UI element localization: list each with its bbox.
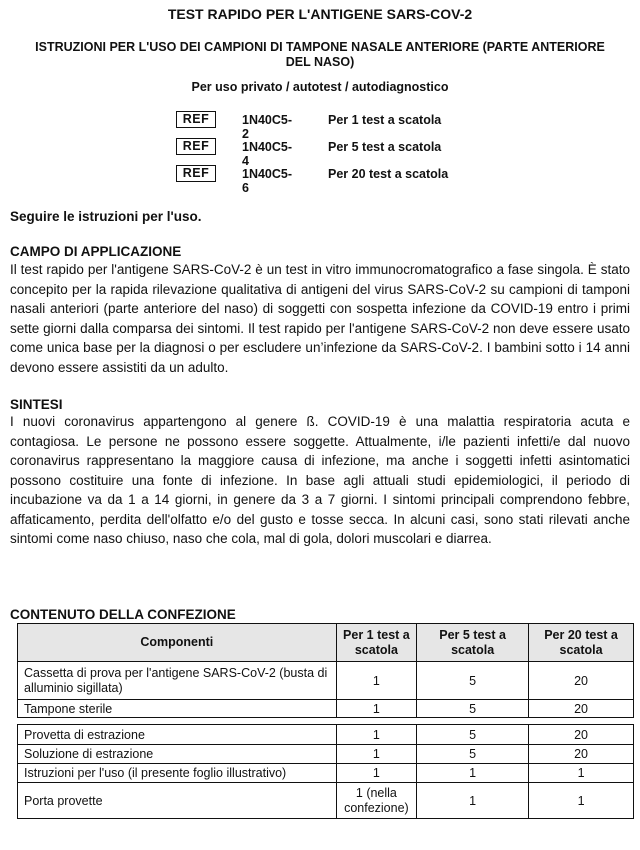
column-header: Per 5 test a scatola (417, 624, 529, 662)
scope-paragraph: Il test rapido per l'antigene SARS-CoV-2 è un test in vitro immunocromatografico a fase singola. È stato concepito per la rapida rilevazione qualitativa di antigeni del virus SARS-CoV-2 su campioni di tamponi nasali anteriori (parte anteriore del naso) di soggetti con sospetta infezione da COVID-19 entro i primi sette giorni dalla comparsa dei sintomi. Il test rapido per l'antigene SARS-CoV-2 non deve essere usato come unica base per la diagnosi o per escludere un’infezione da SARS-CoV-2. I bambini sotto i 14 anni devono essere assistiti da un adulto. (10, 262, 630, 375)
qty-5-test: 5 (417, 700, 529, 718)
component-name: Tampone sterile (18, 700, 337, 718)
qty-20-test: 20 (529, 700, 634, 718)
column-header: Per 1 test a scatola (336, 624, 416, 662)
qty-1-test: 1 (336, 700, 416, 718)
qty-5-test: 1 (417, 783, 529, 819)
table-header-row (18, 624, 634, 662)
qty-5-test: 1 (417, 764, 529, 783)
component-name: Istruzioni per l'uso (il presente foglio illustrativo) (18, 764, 337, 783)
table-spacer (18, 718, 634, 725)
qty-1-test: 1 (nella confezione) (336, 783, 416, 819)
document-title: TEST RAPIDO PER L'ANTIGENE SARS-COV-2 (167, 6, 473, 22)
table-row (18, 764, 634, 783)
follow-instructions-note: Seguire le istruzioni per l'uso. (10, 209, 202, 224)
component-name: Provetta di estrazione (18, 725, 337, 745)
ref-label-box: REF (176, 138, 216, 155)
summary-heading: SINTESI (10, 397, 63, 412)
table-row (18, 700, 634, 718)
qty-5-test: 5 (417, 725, 529, 745)
qty-20-test: 1 (529, 783, 634, 819)
ref-description: Per 20 test a scatola (328, 167, 449, 181)
component-name: Porta provette (18, 783, 337, 819)
qty-1-test: 1 (336, 662, 416, 700)
qty-20-test: 1 (529, 764, 634, 783)
ref-description: Per 5 test a scatola (328, 140, 442, 154)
scope-heading: CAMPO DI APPLICAZIONE (10, 244, 182, 259)
document-subtitle: ISTRUZIONI PER L'USO DEI CAMPIONI DI TAMPONE NASALE ANTERIORE (PARTE ANTERIORE DEL NASO) (35, 40, 605, 69)
column-header: Per 20 test a scatola (529, 624, 634, 662)
contents-heading: CONTENUTO DELLA CONFEZIONE (10, 607, 236, 622)
qty-1-test: 1 (336, 745, 416, 764)
table-row (18, 745, 634, 764)
contents-table (17, 623, 634, 819)
column-header: Componenti (18, 624, 337, 662)
ref-label-box: REF (176, 165, 216, 182)
ref-code: 1N40C5-2 (242, 113, 293, 141)
qty-20-test: 20 (529, 725, 634, 745)
qty-1-test: 1 (336, 764, 416, 783)
ref-code: 1N40C5-6 (242, 167, 293, 195)
qty-5-test: 5 (417, 745, 529, 764)
summary-paragraph: I nuovi coronavirus appartengono al genere ß. COVID-19 è una malattia respiratoria acuta e contagiosa. Le persone ne possono essere soggette. Attualmente, i/le pazienti infetti/e dal nuovo coronavirus rappresentano la maggiore causa di infezione, ma anche i soggetti infetti asintomatici possono costituire una fonte di infezione. In base agli attuali studi epidemiologici, il periodo di incubazione va da 1 a 14 giorni, in genere da 3 a 7 giorni. I sintomi principali comprendono febbre, affaticamento, perdita dell'olfatto e/o del gusto e tosse secca. In alcuni casi, sono stati rilevati anche sintomi come naso chiuso, naso che cola, mal di gola, dolori muscolari e diarrea. (10, 414, 630, 546)
component-name: Cassetta di prova per l'antigene SARS-CoV-2 (busta di alluminio sigillata) (18, 662, 337, 700)
qty-20-test: 20 (529, 662, 634, 700)
ref-description: Per 1 test a scatola (328, 113, 442, 127)
component-name: Soluzione di estrazione (18, 745, 337, 764)
table-row (18, 783, 634, 819)
table-row (18, 725, 634, 745)
ref-code: 1N40C5-4 (242, 140, 293, 168)
qty-5-test: 5 (417, 662, 529, 700)
qty-1-test: 1 (336, 725, 416, 745)
table-row (18, 662, 634, 700)
qty-20-test: 20 (529, 745, 634, 764)
ref-label-box: REF (176, 111, 216, 128)
usage-line: Per uso privato / autotest / autodiagnostico (191, 80, 449, 94)
